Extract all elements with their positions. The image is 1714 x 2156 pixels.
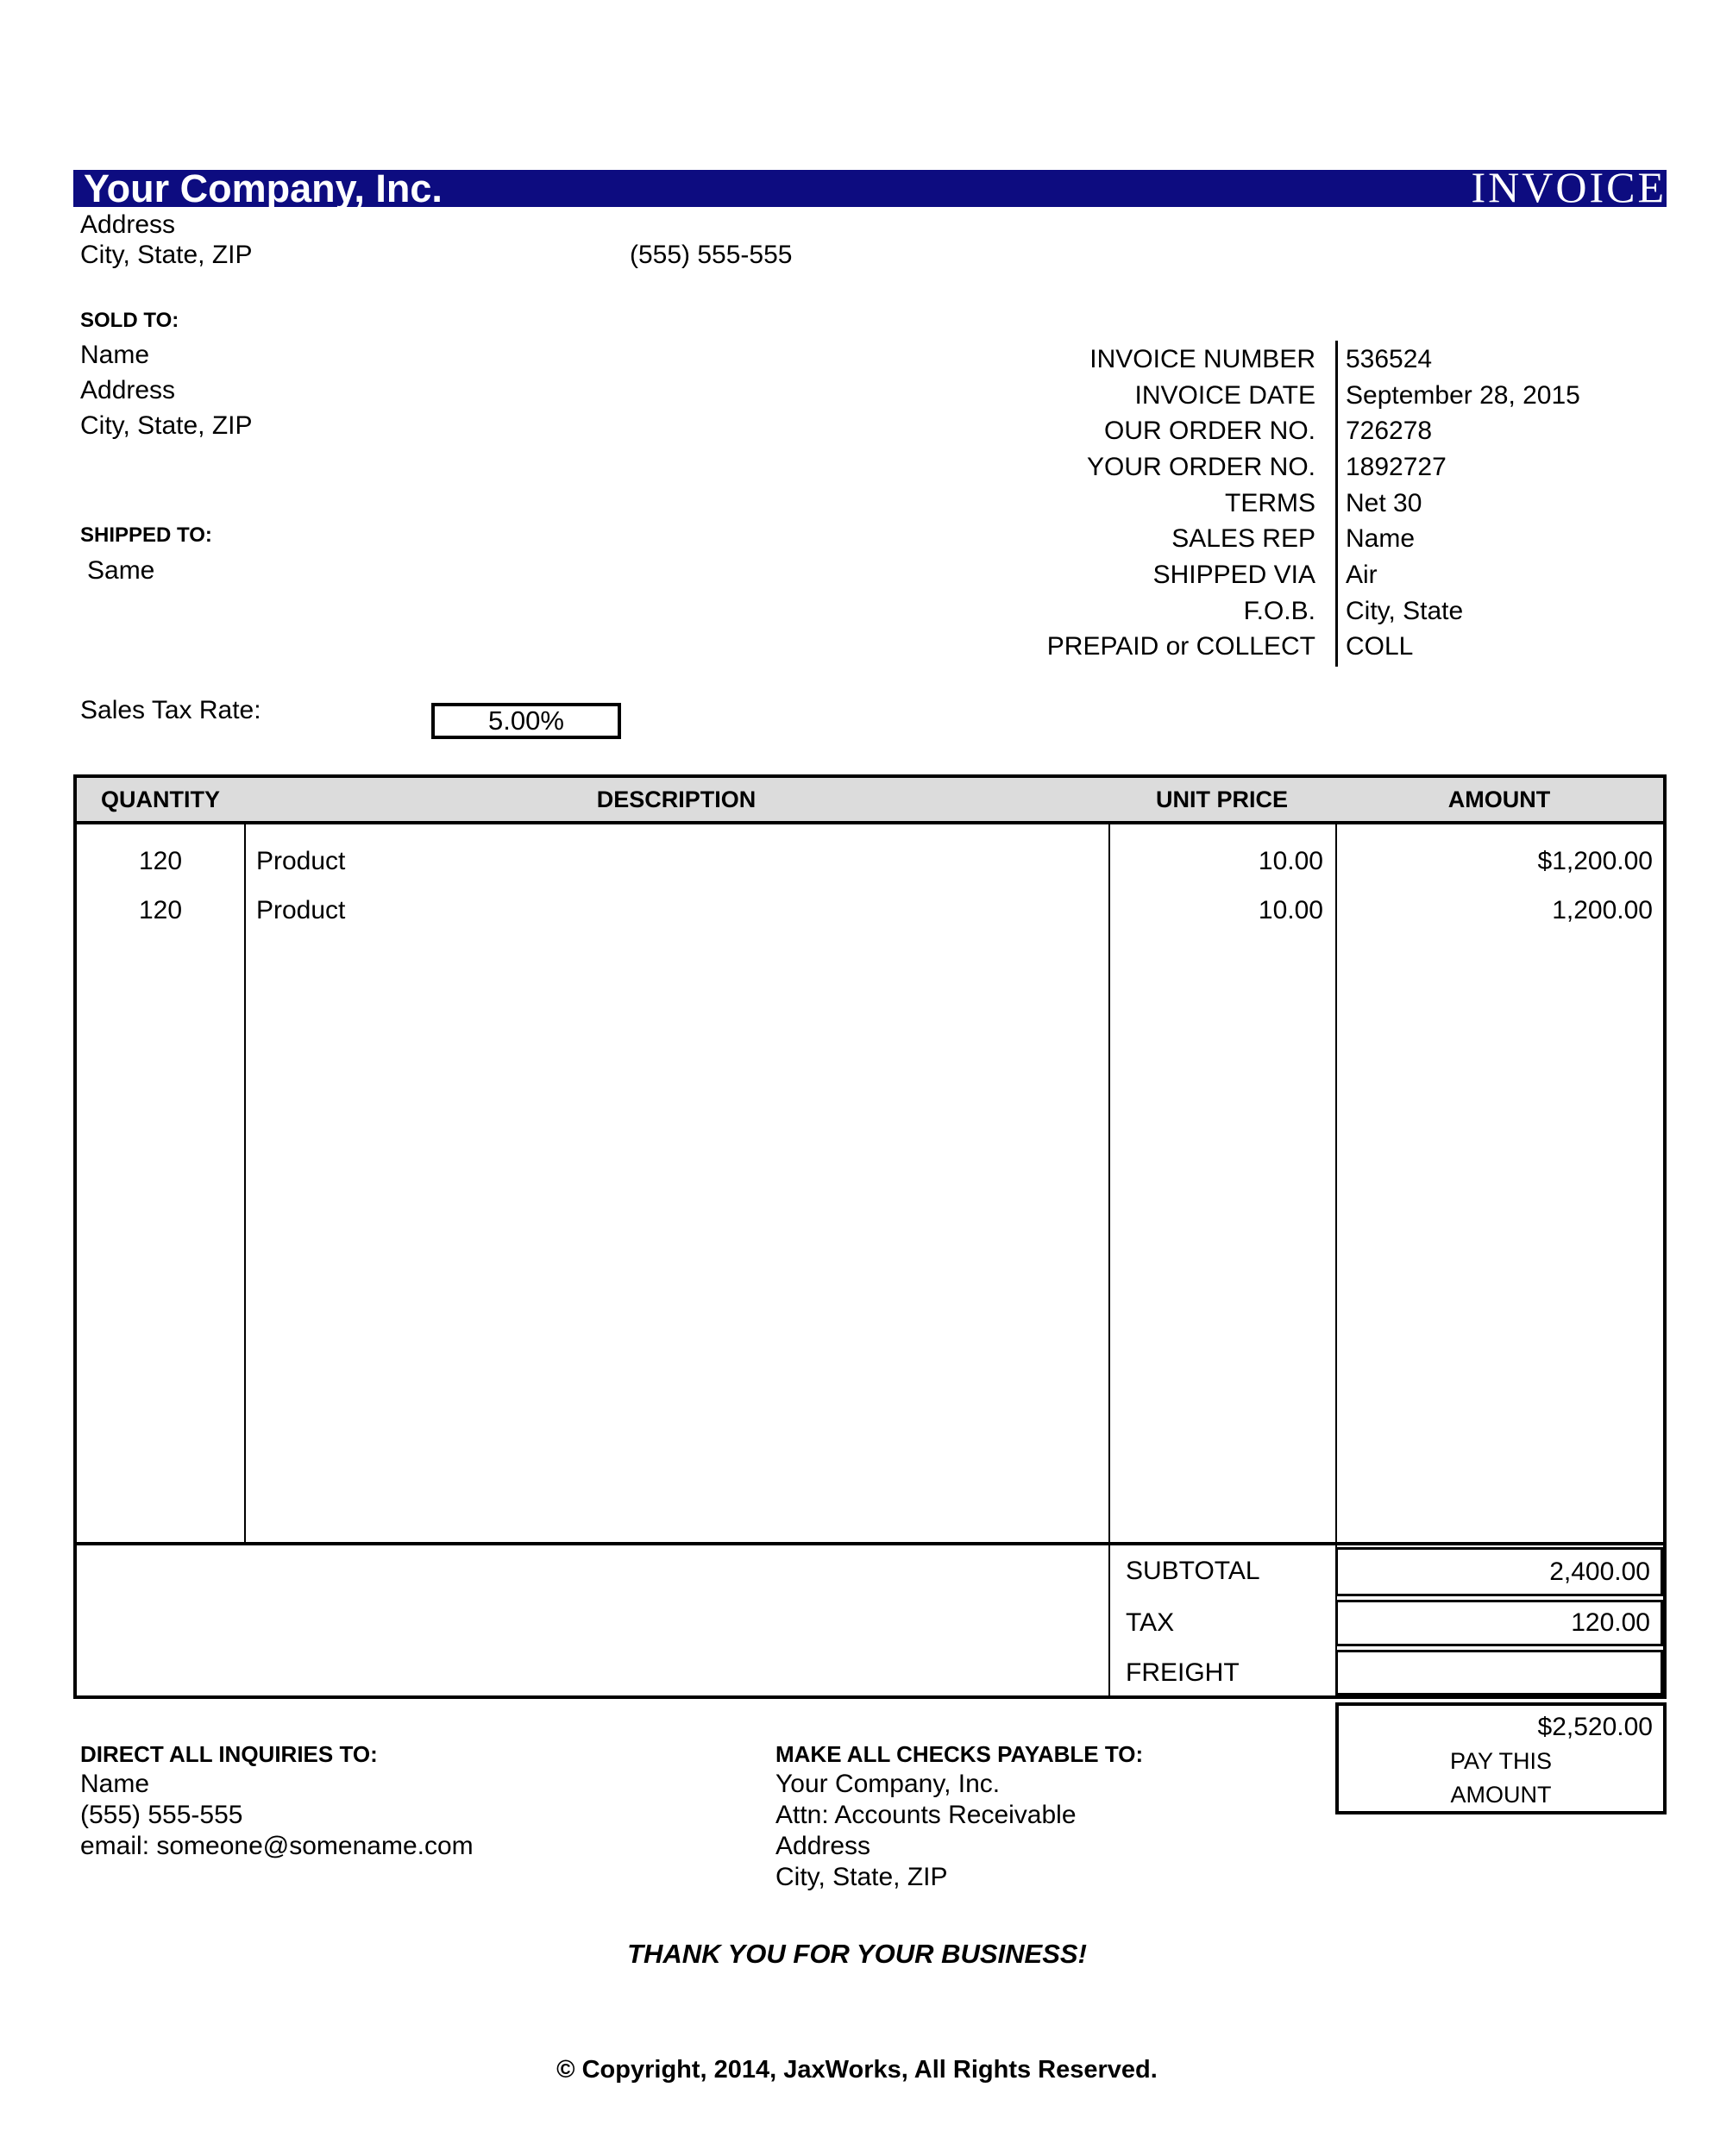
checks-attn: Attn: Accounts Receivable — [775, 1801, 1077, 1829]
tax-value-box — [1335, 1600, 1663, 1646]
checks-payable-heading: MAKE ALL CHECKS PAYABLE TO: — [775, 1741, 1144, 1767]
checks-city-state-zip: City, State, ZIP — [775, 1863, 948, 1891]
sales-tax-rate-label: Sales Tax Rate: — [80, 696, 261, 724]
meta-label: F.O.B. — [1243, 596, 1315, 625]
meta-row-fob — [690, 593, 1667, 630]
table-row — [77, 837, 1663, 886]
item-unit-price: 10.00 — [1258, 895, 1323, 924]
sold-to-name: Name — [80, 341, 150, 369]
sold-to-block — [80, 337, 253, 443]
meta-label: INVOICE DATE — [1134, 380, 1315, 410]
meta-row-invoice-number — [690, 342, 1667, 378]
meta-label: SHIPPED VIA — [1152, 560, 1315, 589]
company-phone: (555) 555-555 — [630, 241, 793, 269]
copyright-notice: © Copyright, 2014, JaxWorks, All Rights Reserved. — [556, 2056, 1158, 2084]
inquiries-name: Name — [80, 1770, 150, 1798]
fob-value: City, State — [1346, 596, 1464, 625]
company-name: Your Company, Inc. — [84, 166, 443, 210]
subtotal-label: SUBTOTAL — [1126, 1557, 1260, 1585]
sold-to-address: Address — [80, 376, 176, 404]
items-table-body — [77, 824, 1663, 1542]
tax-label: TAX — [1126, 1608, 1175, 1637]
meta-label: PREPAID or COLLECT — [1046, 632, 1315, 661]
checks-address: Address — [775, 1832, 871, 1860]
prepaid-or-collect-value: COLL — [1346, 632, 1414, 661]
meta-label: YOUR ORDER NO. — [1086, 452, 1315, 481]
sales-tax-rate-field[interactable] — [431, 703, 621, 739]
pay-this-amount-box — [1335, 1702, 1667, 1814]
totals-section — [77, 1542, 1663, 1699]
our-order-no-value: 726278 — [1346, 417, 1433, 446]
item-amount: $1,200.00 — [1537, 846, 1653, 875]
invoice-meta — [690, 342, 1667, 665]
meta-row-prepaid-or-collect — [690, 630, 1667, 666]
meta-row-our-order-no — [690, 413, 1667, 449]
your-order-no-value: 1892727 — [1346, 452, 1447, 481]
item-amount: 1,200.00 — [1552, 895, 1653, 924]
pay-this-label: PAY THIS — [1449, 1748, 1553, 1774]
thank-you-message: THANK YOU FOR YOUR BUSINESS! — [627, 1939, 1087, 1969]
item-quantity: 120 — [138, 895, 183, 924]
inquiries-phone: (555) 555-555 — [80, 1801, 243, 1829]
items-table-header — [77, 778, 1663, 824]
shipped-via-value: Air — [1346, 560, 1378, 589]
sold-to-heading: SOLD TO: — [80, 309, 179, 332]
meta-row-shipped-via — [690, 557, 1667, 593]
table-row — [77, 886, 1663, 935]
company-address-line: Address — [80, 210, 176, 239]
sold-to-city-state-zip: City, State, ZIP — [80, 411, 253, 440]
col-header-description: DESCRIPTION — [596, 786, 757, 812]
pay-amount-label: AMOUNT — [1450, 1782, 1552, 1808]
invoice-number-value: 536524 — [1346, 344, 1433, 373]
checks-payable-block — [775, 1769, 1077, 1893]
company-city-state-zip: City, State, ZIP — [80, 241, 253, 269]
invoice-date-value: September 28, 2015 — [1346, 380, 1580, 410]
items-table — [73, 774, 1667, 1699]
inquiries-email: email: someone@somename.com — [80, 1832, 474, 1860]
tax-value: 120.00 — [1571, 1608, 1650, 1637]
freight-label: FREIGHT — [1126, 1658, 1240, 1687]
item-quantity: 120 — [138, 846, 183, 875]
sales-rep-value: Name — [1346, 524, 1416, 554]
sales-tax-rate-value: 5.00% — [488, 705, 564, 736]
col-header-amount: AMOUNT — [1447, 786, 1551, 812]
meta-label: OUR ORDER NO. — [1103, 417, 1315, 446]
meta-row-your-order-no — [690, 449, 1667, 486]
col-header-quantity: QUANTITY — [101, 786, 220, 812]
item-description: Product — [256, 846, 346, 875]
col-header-unit-price: UNIT PRICE — [1155, 786, 1288, 812]
meta-label: INVOICE NUMBER — [1089, 344, 1315, 373]
meta-row-terms — [690, 486, 1667, 522]
total-due-value: $2,520.00 — [1537, 1713, 1653, 1741]
meta-label: TERMS — [1225, 488, 1315, 517]
shipped-to-heading: SHIPPED TO: — [80, 523, 212, 547]
subtotal-value: 2,400.00 — [1549, 1557, 1650, 1586]
meta-row-sales-rep — [690, 521, 1667, 557]
item-description: Product — [256, 895, 346, 924]
company-address-block — [80, 210, 253, 270]
meta-row-invoice-date — [690, 378, 1667, 414]
freight-value-box — [1335, 1650, 1663, 1695]
invoice-title: INVOICE — [1471, 163, 1667, 211]
item-unit-price: 10.00 — [1258, 846, 1323, 875]
inquiries-heading: DIRECT ALL INQUIRIES TO: — [80, 1741, 378, 1767]
shipped-to-value: Same — [87, 556, 155, 585]
subtotal-value-box — [1335, 1547, 1663, 1596]
terms-value: Net 30 — [1346, 488, 1422, 517]
checks-company: Your Company, Inc. — [775, 1770, 1001, 1798]
meta-label: SALES REP — [1171, 524, 1315, 554]
inquiries-block — [80, 1769, 474, 1862]
